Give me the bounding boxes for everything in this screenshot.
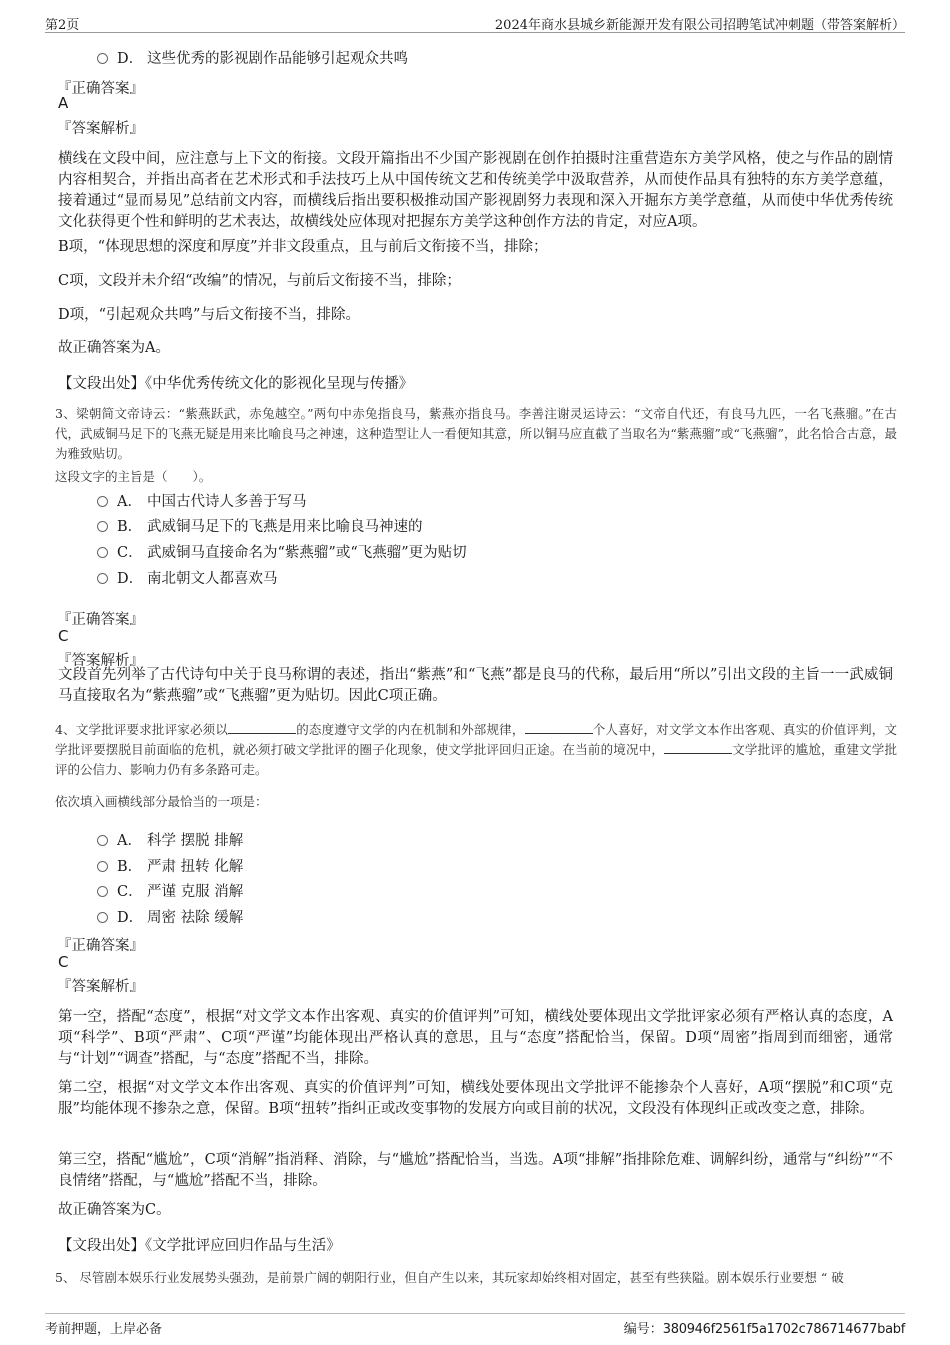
document-title: 2024年商水县城乡新能源开发有限公司招聘笔试冲刺题（带答案解析） [494,18,905,33]
document-code: 编号：380946f2561f5a1702c786714677babf [623,1322,905,1337]
q3-option-b[interactable]: B． 武威铜马足下的飞燕是用来比喻良马神速的 [97,515,423,536]
radio-icon[interactable] [97,861,108,872]
q5-question-text: 5、 尽管剧本娱乐行业发展势头强劲，是前景广阔的朝阳行业，但自产生以来，其玩家却始终相对固定，甚至有些狭隘。剧本娱乐行业要想 “ 破 [55,1270,844,1285]
page-number: 第2页 [45,18,80,33]
radio-icon[interactable] [97,521,108,532]
q2-analysis-label: 『答案解析』 [57,121,144,137]
q3-answer: C [58,627,69,645]
q3-answer-label: 『正确答案』 [57,612,144,628]
q4-analysis-label: 『答案解析』 [57,979,144,995]
q4-answer-label: 『正确答案』 [57,938,144,954]
blank-line [664,741,732,754]
radio-icon[interactable] [97,547,108,558]
q3-option-a[interactable]: A． 中国古代诗人多善于写马 [97,490,307,511]
footer-slogan: 考前押题，上岸必备 [45,1322,163,1337]
q4-answer: C [58,953,69,971]
q2-analysis-p1: 横线在文段中间，应注意与上下文的衔接。文段开篇指出不少国产影视剧在创作拍摄时注重营造东方美学风格，使之与作品的剧情内容相契合，并指出高者在艺术形式和手法技巧上从中国传统文艺和传统美学中汲取营养，从而使作品具有独特的东方美学意蕴，接着通过“显而易见”总结前文内容，而横线后指出要积极推动国产影视剧努力表现和深入开掘东方美学意蕴，从而使中华优秀传统文化获得更个性和鲜明的艺术表达，故横线处应体现对把握东方美学这种创作方法的肯定，对应A项。 [58,151,893,230]
q2-source: 【文段出处】《中华优秀传统文化的影视化呈现与传播》 [58,376,414,392]
q2-option-d[interactable]: D． 这些优秀的影视剧作品能够引起观众共鸣 [97,47,408,68]
radio-icon[interactable] [97,912,108,923]
q3-option-d[interactable]: D． 南北朝文人都喜欢马 [97,567,278,588]
q2-answer-label: 『正确答案』 [57,81,144,97]
q4-prompt: 依次填入画横线部分最恰当的一项是： [55,794,268,809]
blank-line [525,721,593,734]
radio-icon[interactable] [97,835,108,846]
radio-icon[interactable] [97,496,108,507]
q3-option-c[interactable]: C． 武威铜马直接命名为“紫燕骝”或“飞燕骝”更为贴切 [97,541,467,562]
q4-analysis-p2: 第二空，根据“对文学文本作出客观、真实的价值评判”可知，横线处要体现出文学批评不能掺杂个人喜好，A项“摆脱”和C项“克服”均能体现不掺杂之意，保留。B项“扭转”指纠正或改变事物的发展方向或目前的状况，文段没有体现纠正或改变之意，排除。 [58,1080,893,1117]
q4-question-text: 4、文学批评要求批评家必须以 的态度遵守文学的内在机制和外部规律， 个人喜好，对文学文本作出客观、真实的价值评判，文学批评要摆脱目前面临的危机，就必须打破文学批评的圈子化现象，使文学批评回归正途。在当前的境况中， 文学批评的尴尬，重建文学批评的公信力、影响力仍有多条路可走。 [55,722,897,777]
page-header [45,12,905,33]
q4-analysis-p1: 第一空，搭配“态度”，根据“对文学文本作出客观、真实的价值评判”可知，横线处要体现出文学批评家必须有严格认真的态度，A项“科学”、B项“严肃”、C项“严谨”均能体现出严格认真的意思，且与“态度”搭配恰当，保留。D项“周密”指周到而细密，通常与“计划”“调查”搭配，与“态度”搭配不当，排除。 [58,1009,893,1067]
radio-icon[interactable] [97,53,108,64]
q2-analysis-p3: C项，文段并未介绍“改编”的情况，与前后文衔接不当，排除； [58,273,461,289]
radio-icon[interactable] [97,573,108,584]
q3-analysis: 文段首先列举了古代诗句中关于良马称谓的表述，指出“紫燕”和“飞燕”都是良马的代称，最后用“所以”引出文段的主旨一一武威铜马直接取名为“紫燕骝”或“飞燕骝”更为贴切。因此C项正确。 [58,667,893,704]
q2-analysis-p4: D项，“引起观众共鸣”与后文衔接不当，排除。 [58,307,360,323]
q4-analysis-p3: 第三空，搭配“尴尬”，C项“消解”指消释、消除，与“尴尬”搭配恰当，当选。A项“排解”指排除危难、调解纠纷，通常与“纠纷”“不良情绪”搭配，与“尴尬”搭配不当，排除。 [58,1152,893,1189]
q4-option-b[interactable]: B． 严肃 扭转 化解 [97,855,243,876]
q4-analysis-conclusion: 故正确答案为C。 [58,1202,171,1218]
blank-line [228,721,296,734]
q2-analysis-conclusion: 故正确答案为A。 [58,340,170,356]
q3-analysis-label: 『答案解析』 [57,653,144,669]
q4-option-d[interactable]: D． 周密 祛除 缓解 [97,906,243,927]
q4-source: 【文段出处】《文学批评应回归作品与生活》 [58,1238,341,1254]
q2-answer: A [58,94,69,112]
radio-icon[interactable] [97,886,108,897]
q3-question-text: 3、梁朝简文帝诗云：“紫燕跃武，赤兔越空。”两句中赤兔指良马，紫燕亦指良马。李善注谢灵运诗云：“文帝自代还，有良马九匹，一名飞燕骝。”在古代，武威铜马足下的飞燕无疑是用来比喻良马之神速，这种造型让人一看便知其意，所以铜马应直截了当取名为“紫燕骝”或“飞燕骝”，此名恰合古意，最为雅致贴切。 [55,406,897,461]
q4-option-a[interactable]: A． 科学 摆脱 排解 [97,829,243,850]
q2-analysis-p2: B项，“体现思想的深度和厚度”并非文段重点，且与前后文衔接不当，排除； [58,239,548,255]
q3-prompt: 这段文字的主旨是（ ）。 [55,469,212,484]
q4-option-c[interactable]: C． 严谨 克服 消解 [97,880,243,901]
page-footer [45,1313,905,1336]
